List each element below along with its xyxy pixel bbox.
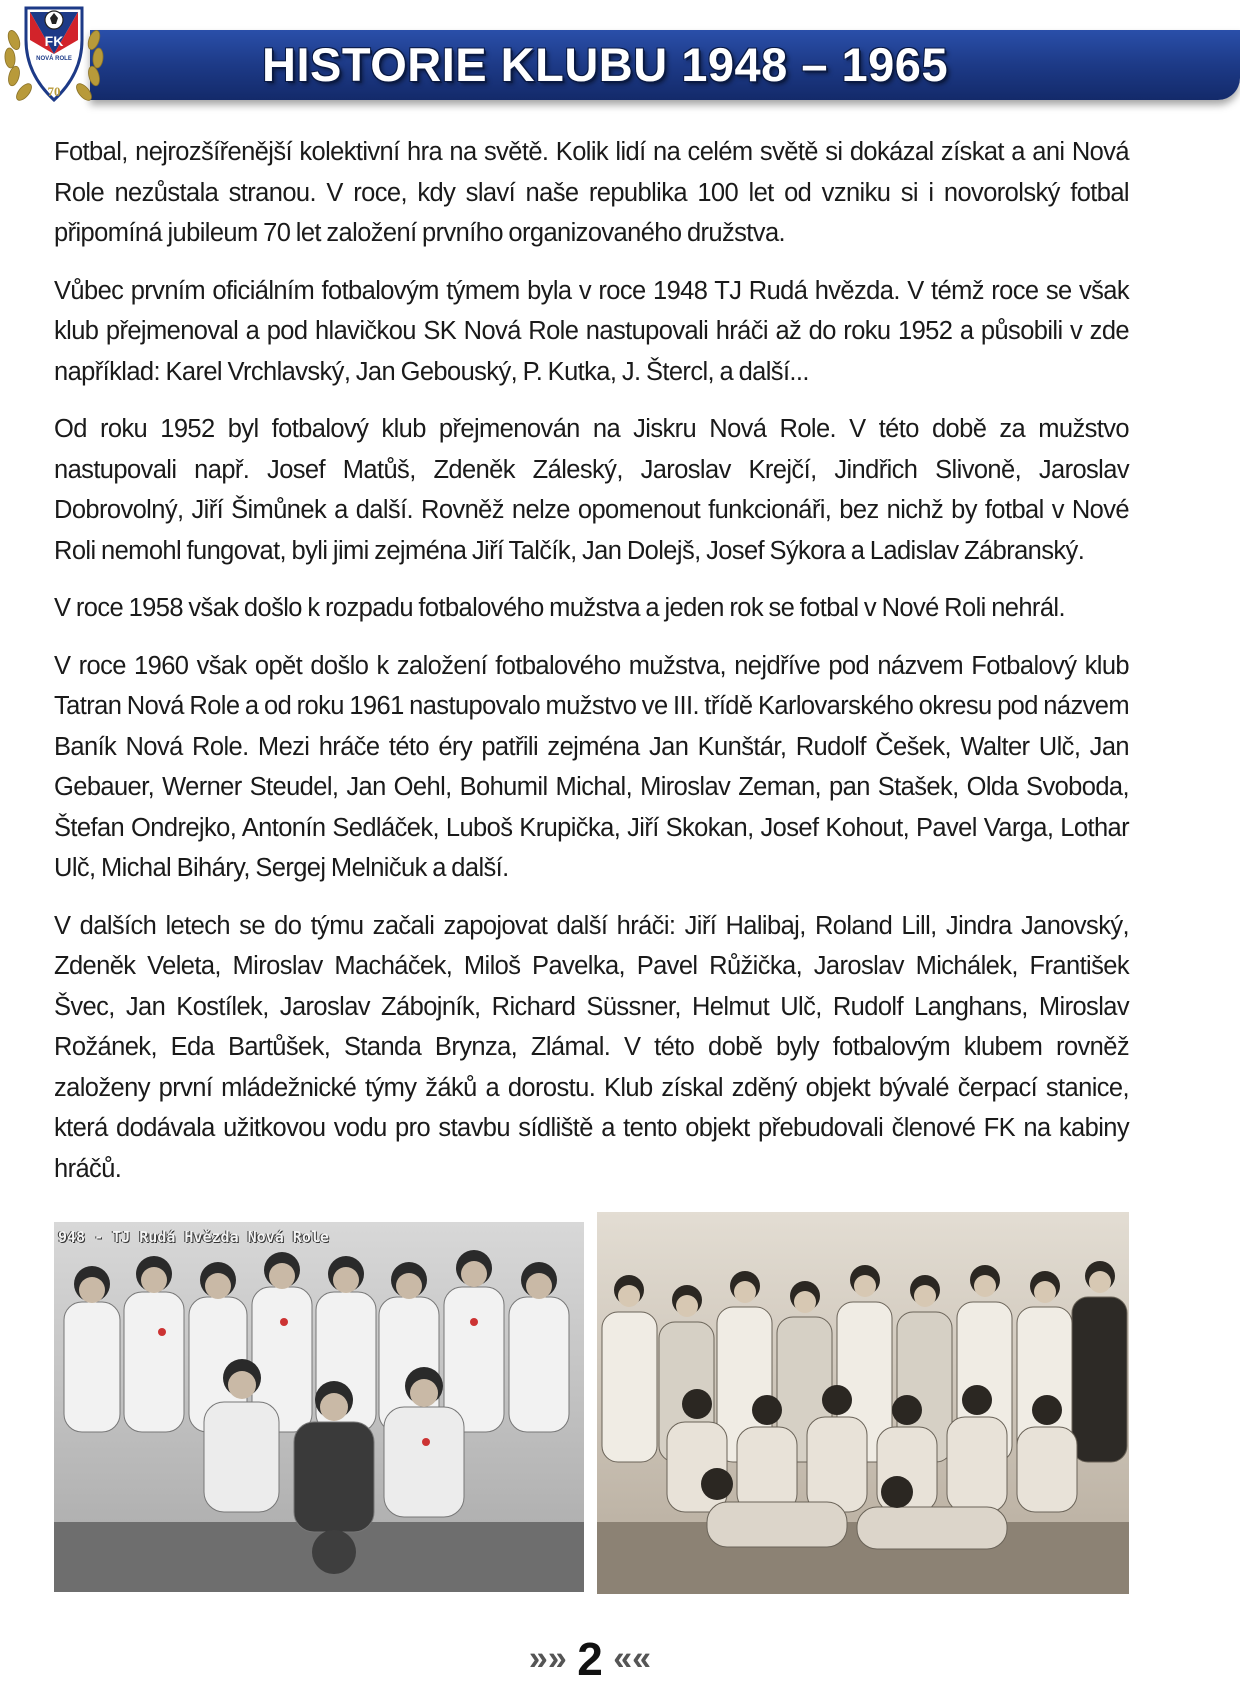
logo-number: 70 — [47, 84, 61, 99]
paragraph-1948: Vůbec prvním oficiálním fotbalovým týmem byla v roce 1948 TJ Rudá hvězda. V témž roce se však klub přejmenoval a pod hlavičkou SK Nová Role nastupovali hráči až do roku 1952 a působili v zde například: Karel Vrchlavský, Jan Gebouský, P. Kutka, J. Štercl, a další... — [54, 276, 1129, 386]
paragraph-1952: Od roku 1952 byl fotbalový klub přejmenován na Jiskru Nová Role. V této době za mužstvo nastupovali např. Josef Matůš, Zdeněk Záleský, Jaroslav Krejčí, Jindřich Slivoně, Jaroslav Dobrovolný, Jiří Šimůnek a další. Rovněž nelze opomenout funkcionáři, bez nichž by fotbal v Nové Roli nemohl fungovat, byli jimi zejména Jiří Talčík, Jan Dolejš, Josef Sýkora a Ladislav Zábranský. — [54, 415, 1129, 565]
logo-club-name: NOVÁ ROLE — [36, 56, 72, 62]
logo-letters: FK — [44, 33, 64, 49]
photo-caption: 948 - TJ Rudá Hvězda Nová Role — [58, 1228, 329, 1246]
club-logo-icon — [0, 0, 108, 116]
page-number — [0, 1632, 1180, 1686]
paragraph-1958: V roce 1958 však došlo k rozpadu fotbalového mužstva a jeden rok se fotbal v Nové Roli nehrál. — [54, 594, 1065, 622]
right-arrows-icon: «« — [613, 1639, 652, 1678]
paragraph-1960: V roce 1960 však opět došlo k založení fotbalového mužstva, nejdříve pod názvem Fotbalový klub Tatran Nová Role a od roku 1961 nastupovalo mužstvo ve III. třídě Karlovarského okresu pod názvem Baník Nová Role. Mezi hráče této éry patřili zejména Jan Kunštár, Rudolf Češek, Walter Ulč, Jan Gebauer, Werner Steudel, Jan Oehl, Bohumil Michal, Miroslav Zeman, pan Stašek, Olda Svoboda, Štefan Ondrejko, Antonín Sedláček, Luboš Krupička, Jiří Skokan, Josef Kohout, Pavel Varga, Lothar Ulč, Michal Biháry, Sergej Melničuk a další. — [54, 651, 1129, 882]
team-photo-1960s — [597, 1212, 1129, 1594]
article-body — [54, 132, 1129, 1206]
paragraph-later-years: V dalších letech se do týmu začali zapojovat další hráči: Jiří Halibaj, Roland Lill, Jindra Janovský, Zdeněk Veleta, Miroslav Macháček, Miloš Pavelka, Pavel Růžička, Jaroslav Michálek, František Švec, Jan Kostílek, Jaroslav Zábojník, Richard Süssner, Helmut Ulč, Rudolf Langhans, Miroslav Rožánek, Eda Bartůšek, Standa Brynza, Zlámal. V této době byly fotbalovým klubem rovněž založeny první mládežnické týmy žáků a dorostu. Klub získal zděný objekt bývalé čerpací stanice, která dodávala užitkovou vodu pro stavbu sídliště a tento objekt přebudovali členové FK na kabiny hráčů. — [54, 911, 1129, 1183]
team-photo-1948 — [54, 1222, 584, 1592]
page-number-value: 2 — [577, 1633, 603, 1685]
page-title: HISTORIE KLUBU 1948 – 1965 — [262, 38, 949, 91]
left-arrows-icon: »» — [528, 1639, 567, 1678]
paragraph-intro: Fotbal, nejrozšířenější kolektivní hra na světě. Kolik lidí na celém světě si dokázal získat a ani Nová Role nezůstala stranou. V roce, kdy slaví naše republika 100 let od vzniku si i novorolský fotbal připomíná jubileum 70 let založení prvního organizovaného družstva. — [54, 138, 1129, 247]
